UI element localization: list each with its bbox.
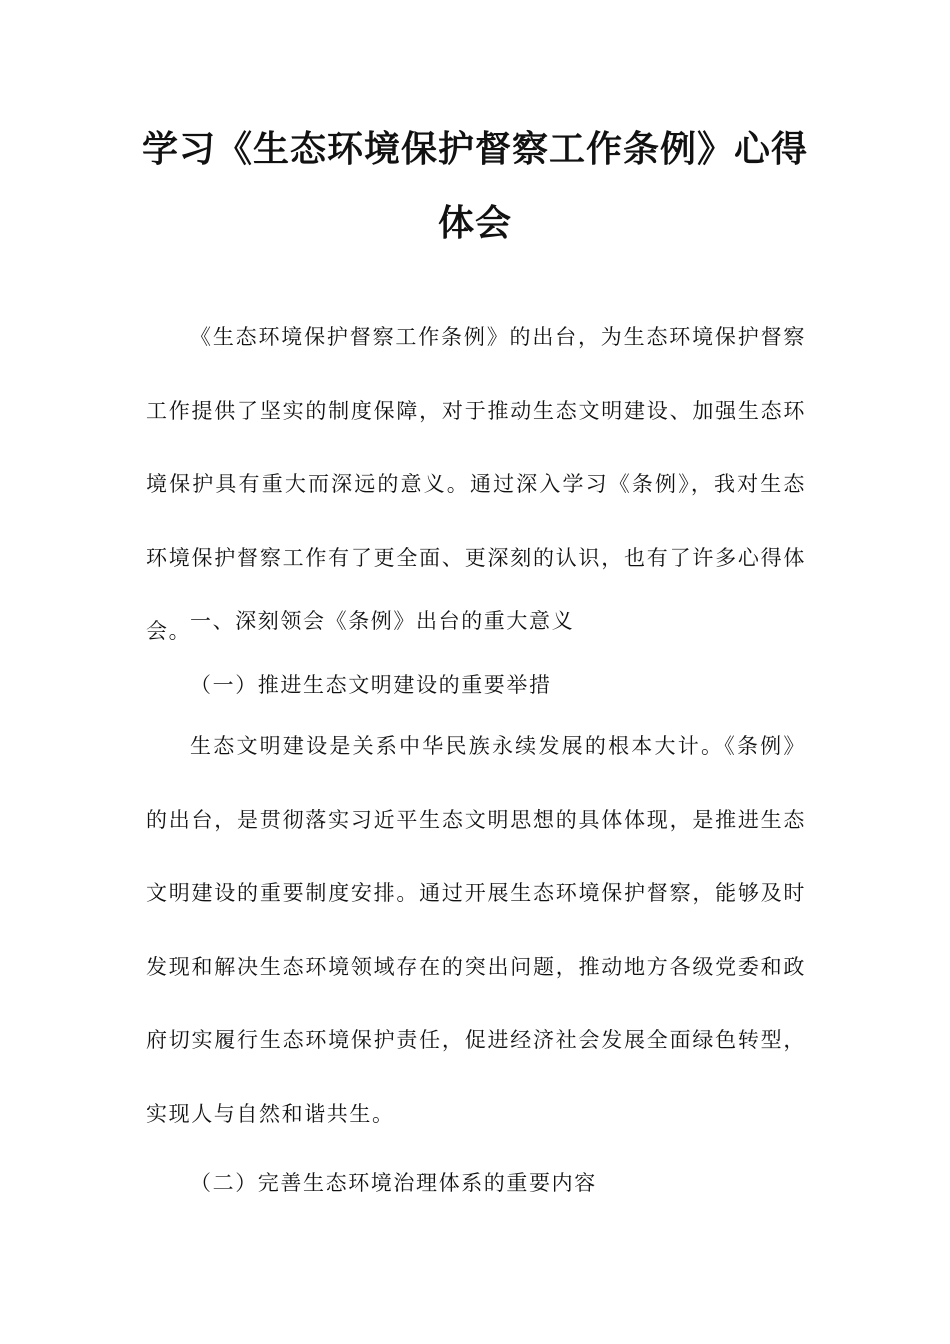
document-title: 学习《生态环境保护督察工作条例》心得体会 — [141, 128, 808, 244]
subsection-1-body: 生态文明建设是关系中华民族永续发展的根本大计。《条例》的出台，是贯彻落实习近平生态文明思想的具体体现，是推进生态文明建设的重要制度安排。通过开展生态环境保护督察，能够及时发现和解决生态环境领域存在的突出问题，推动地方各级党委和政府切实履行生态环境保护责任，促进经济社会发展全面绿色转型，实现人与自然和谐共生。 — [146, 734, 806, 1126]
subsection-heading-1: （一）推进生态文明建设的重要举措 — [190, 673, 552, 697]
intro-paragraph: 《生态环境保护督察工作条例》的出台，为生态环境保护督察工作提供了坚实的制度保障，对于推动生态文明建设、加强生态环境保护具有重大而深远的意义。通过深入学习《条例》，我对生态环境保护督察工作有了更全面、更深刻的认识，也有了许多心得体会。 — [146, 325, 806, 643]
section-heading-1: 一、深刻领会《条例》出台的重大意义 — [190, 609, 575, 633]
subsection-heading-2: （二）完善生态环境治理体系的重要内容 — [190, 1171, 597, 1195]
